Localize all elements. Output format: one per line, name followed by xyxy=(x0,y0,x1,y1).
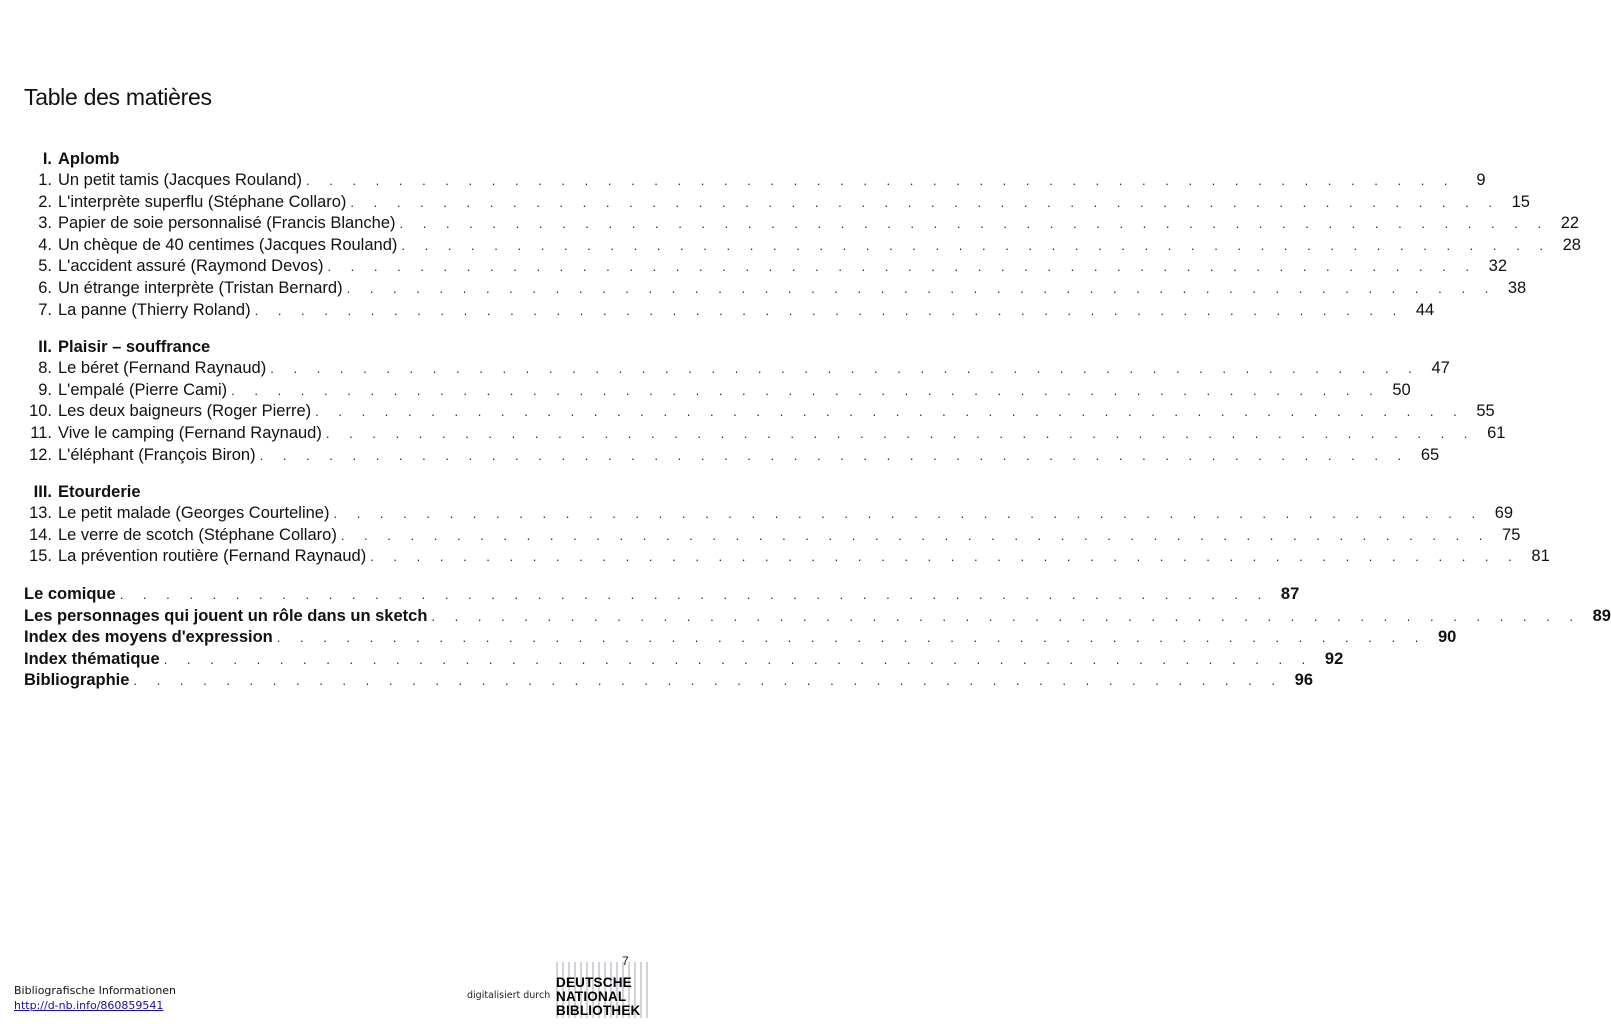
dot-leader: . . . . . . . . . . . . . . . . . . . . . . . . . . . . . . . . . . . . . . . . . . . . . . . . . . xyxy=(259,447,1410,463)
entry-number: 3. xyxy=(38,214,52,233)
entry-title: L'éléphant (François Biron) xyxy=(58,445,256,464)
entry-title: Le petit malade (Georges Courteline) xyxy=(58,504,330,523)
toc-entry xyxy=(24,235,1581,257)
toc-entry xyxy=(24,213,1580,235)
entry-page: 44 xyxy=(1415,300,1435,319)
entry-number: 2. xyxy=(38,192,52,211)
entry-title: Le béret (Fernand Raynaud) xyxy=(58,359,267,378)
toc-entry xyxy=(24,503,1514,525)
entry-title: Vive le camping (Fernand Raynaud) xyxy=(58,423,322,442)
entry-page: 96 xyxy=(1294,671,1313,690)
dot-leader: . . . . . . . . . . . . . . . . . . . . . . . . . . . . . . . . . . . . . . . . . . . . . . . . . . xyxy=(346,280,1497,296)
section-title-text: Aplomb xyxy=(58,150,120,168)
entry-title: Bibliographie xyxy=(24,671,130,690)
section-title-text: Etourderie xyxy=(58,483,141,502)
entry-page: 22 xyxy=(1560,214,1580,233)
entry-number: 4. xyxy=(38,235,52,254)
dot-leader: . . . . . . . . . . . . . . . . . . . . . . . . . . . . . . . . . . . . . . . . . . . . . . . . . . xyxy=(399,216,1550,232)
toc-extra-entry xyxy=(24,649,1344,671)
dot-leader: . . . . . . . . . . . . . . . . . . . . . . . . . . . . . . . . . . . . . . . . . . . . . . . . . . xyxy=(401,237,1551,253)
entry-title: La prévention routière (Fernand Raynaud) xyxy=(58,547,367,566)
entry-page: 9 xyxy=(1476,171,1486,189)
page-title: Table des matières xyxy=(24,84,212,110)
entry-page: 75 xyxy=(1502,525,1521,544)
section-number: III. xyxy=(33,483,52,502)
entry-page: 28 xyxy=(1562,235,1581,254)
dot-leader: . . . . . . . . . . . . . . . . . . . . . . . . . . . . . . . . . . . . . . . . . . . . . . . . . . xyxy=(327,259,1478,275)
dot-leader: . . . . . . . . . . . . . . . . . . . . . . . . . . . . . . . . . . . . . . . . . . . . . . . . . . xyxy=(325,425,1476,441)
entry-page: 55 xyxy=(1476,402,1495,421)
entry-title: Index thématique xyxy=(24,649,160,668)
dot-leader: . . . . . . . . . . . . . . . . . . . . . . . . . . . . . . . . . . . . . . . . . . . . . . . . . . xyxy=(315,404,1465,420)
section-heading xyxy=(24,481,634,503)
toc-entry xyxy=(24,445,1440,467)
entry-page: 87 xyxy=(1280,584,1300,603)
dot-leader: . . . . . . . . . . . . . . . . . . . . . . . . . . . . . . . . . . . . . . . . . . . . . . . . . . xyxy=(119,586,1270,602)
dnb-logo-line-1: DEUTSCHE xyxy=(556,975,632,990)
entry-title: L'empalé (Pierre Cami) xyxy=(58,380,228,399)
toc-section xyxy=(24,336,1506,466)
entry-number: 11. xyxy=(30,423,52,442)
dnb-logo-line-2: NATIONAL xyxy=(556,989,627,1004)
dot-leader: . . . . . . . . . . . . . . . . . . . . . . . . . . . . . . . . . . . . . . . . . . . . . . . . . . xyxy=(305,173,1456,188)
section-number: I. xyxy=(42,150,52,168)
dot-leader: . . . . . . . . . . . . . . . . . . . . . . . . . . . . . . . . . . . . . . . . . . . . . . . . . . xyxy=(276,630,1427,646)
toc-entry xyxy=(24,278,1527,300)
toc-entry xyxy=(24,380,1411,402)
toc-extras xyxy=(24,584,1611,692)
dot-leader: . . . . . . . . . . . . . . . . . . . . . . . . . . . . . . . . . . . . . . . . . . . . . . . . . . xyxy=(231,382,1381,398)
entry-number: 7. xyxy=(38,300,52,319)
entry-page: 50 xyxy=(1392,380,1411,399)
dot-leader: . . . . . . . . . . . . . . . . . . . . . . . . . . . . . . . . . . . . . . . . . . . . . . . . . . xyxy=(254,302,1405,318)
entry-page: 90 xyxy=(1437,628,1457,647)
dot-leader: . . . . . . . . . . . . . . . . . . . . . . . . . . . . . . . . . . . . . . . . . . . . . . . . . . xyxy=(270,361,1420,377)
entry-title: La panne (Thierry Roland) xyxy=(58,300,251,319)
dot-leader: . . . . . . . . . . . . . . . . . . . . . . . . . . . . . . . . . . . . . . . . . . . . . . . . . . xyxy=(431,608,1581,624)
entry-page: 65 xyxy=(1420,445,1440,464)
toc-entry xyxy=(24,401,1495,423)
entry-title: Papier de soie personnalisé (Francis Blanche) xyxy=(58,214,396,233)
entry-title: Le comique xyxy=(24,584,116,603)
entry-page: 81 xyxy=(1531,547,1550,566)
section-heading xyxy=(24,336,634,358)
bibliographic-info xyxy=(14,983,176,1013)
section-heading xyxy=(24,148,634,170)
entry-number: 10. xyxy=(29,402,52,421)
entry-page: 47 xyxy=(1431,359,1450,378)
entry-page: 32 xyxy=(1488,257,1508,276)
toc-section xyxy=(24,148,1581,321)
page-number: 7 xyxy=(622,954,629,968)
entry-number: 13. xyxy=(29,504,52,523)
toc-entry xyxy=(24,546,1550,568)
entry-number: 9. xyxy=(38,380,52,399)
toc-entry xyxy=(24,358,1450,380)
dot-leader: . . . . . . . . . . . . . . . . . . . . . . . . . . . . . . . . . . . . . . . . . . . . . . . . . . xyxy=(333,506,1484,522)
entry-page: 61 xyxy=(1487,423,1506,442)
dot-leader: . . . . . . . . . . . . . . . . . . . . . . . . . . . . . . . . . . . . . . . . . . . . . . . . . . xyxy=(370,549,1520,565)
entry-title: Index des moyens d'expression xyxy=(24,628,273,647)
digitized-by-label: digitalisiert durch xyxy=(467,990,551,1001)
entry-number: 8. xyxy=(38,359,52,378)
toc-entry xyxy=(24,423,1506,445)
dnb-link[interactable]: http://d-nb.info/860859541 xyxy=(14,999,164,1012)
entry-page: 38 xyxy=(1507,278,1527,297)
section-number: II. xyxy=(38,338,52,357)
dot-leader: . . . . . . . . . . . . . . . . . . . . . . . . . . . . . . . . . . . . . . . . . . . . . . . . . . xyxy=(340,527,1491,543)
entry-title: Les personnages qui jouent un rôle dans un sketch xyxy=(24,606,428,625)
toc-entry xyxy=(24,192,1530,214)
entry-title: Un petit tamis (Jacques Rouland) xyxy=(58,171,302,189)
entry-number: 5. xyxy=(38,257,52,276)
toc-section xyxy=(24,481,1550,568)
entry-page: 89 xyxy=(1592,606,1611,625)
dot-leader: . . . . . . . . . . . . . . . . . . . . . . . . . . . . . . . . . . . . . . . . . . . . . . . . . . xyxy=(350,194,1500,210)
toc-sections xyxy=(24,148,1581,568)
toc-entry xyxy=(24,525,1521,547)
entry-page: 15 xyxy=(1511,192,1530,211)
entry-number: 15. xyxy=(29,547,52,566)
toc-entry xyxy=(24,170,1486,192)
entry-number: 14. xyxy=(29,525,52,544)
dot-leader: . . . . . . . . . . . . . . . . . . . . . . . . . . . . . . . . . . . . . . . . . . . . . . . . . . xyxy=(163,651,1314,667)
entry-number: 1. xyxy=(38,171,52,189)
dnb-logo xyxy=(556,962,660,1018)
toc-entry xyxy=(24,256,1508,278)
entry-page: 69 xyxy=(1494,504,1514,523)
toc-extra-entry xyxy=(24,606,1611,628)
toc-extra-entry xyxy=(24,627,1457,649)
bibliographic-info-label: Bibliografische Informationen xyxy=(14,984,177,997)
entry-title: Un étrange interprète (Tristan Bernard) xyxy=(58,278,343,297)
dot-leader: . . . . . . . . . . . . . . . . . . . . . . . . . . . . . . . . . . . . . . . . . . . . . . . . . . xyxy=(133,673,1283,689)
entry-page: 92 xyxy=(1324,649,1344,668)
entry-title: Les deux baigneurs (Roger Pierre) xyxy=(58,402,312,421)
entry-number: 6. xyxy=(38,278,52,297)
entry-number: 12. xyxy=(29,445,52,464)
entry-title: L'accident assuré (Raymond Devos) xyxy=(58,257,324,276)
dnb-logo-line-3: BIBLIOTHEK xyxy=(556,1003,641,1018)
toc-entry xyxy=(24,300,1435,322)
entry-title: Le verre de scotch (Stéphane Collaro) xyxy=(58,525,337,544)
entry-title: Un chèque de 40 centimes (Jacques Rouland) xyxy=(58,235,398,254)
toc-extra-entry xyxy=(24,584,1300,606)
toc-extra-entry xyxy=(24,670,1313,692)
table-of-contents xyxy=(24,148,1611,692)
section-title-text: Plaisir – souffrance xyxy=(58,338,211,357)
entry-title: L'interprète superflu (Stéphane Collaro) xyxy=(58,192,347,211)
